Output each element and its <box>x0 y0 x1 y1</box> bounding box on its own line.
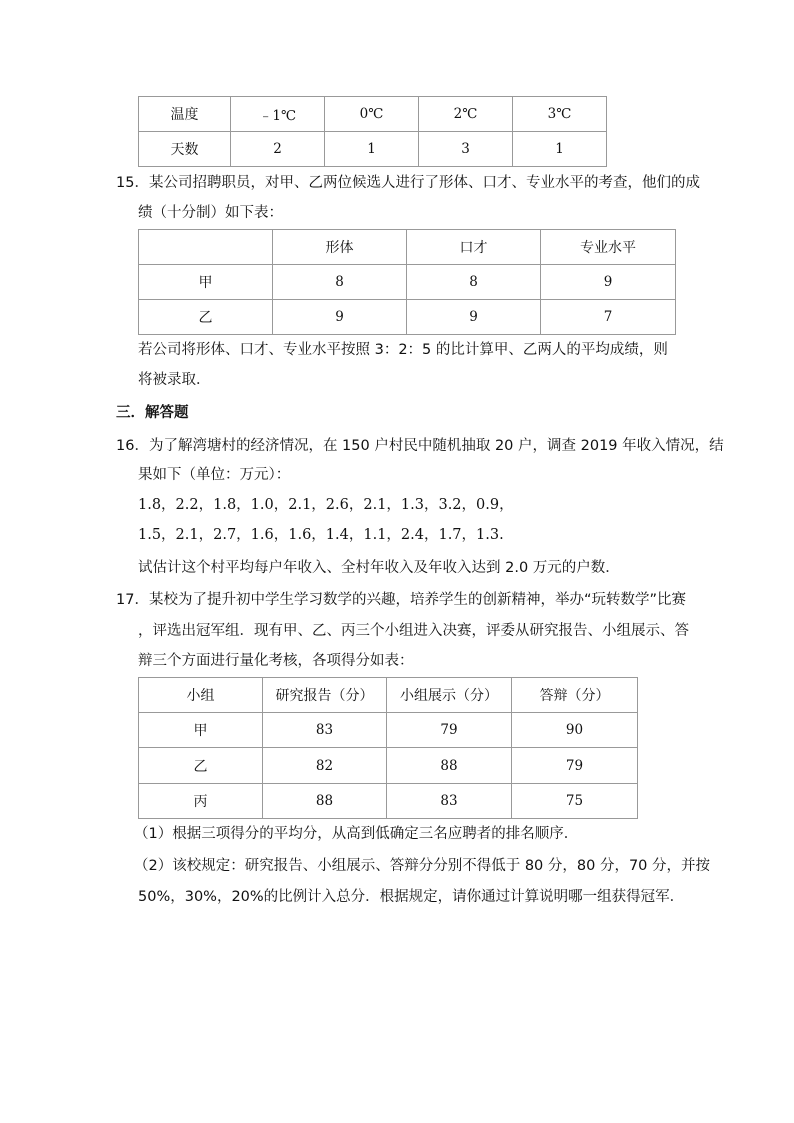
table-header-cell: 小组 <box>139 678 263 713</box>
table-header-cell: 形体 <box>273 230 407 265</box>
table-row <box>139 230 676 265</box>
q15-text-line-3: 若公司将形体、口才、专业水平按照 3：2：5 的比计算甲、乙两人的平均成绩，则 <box>138 342 668 358</box>
table-row <box>139 678 638 713</box>
temperature-table <box>138 96 607 167</box>
table-cell: 8 <box>273 265 407 300</box>
table-cell: 9 <box>407 300 541 335</box>
table-cell: 2 <box>231 132 325 167</box>
group-score-table <box>138 677 638 819</box>
table-cell: ﹣1℃ <box>231 97 325 132</box>
q16-text-line-2: 果如下（单位：万元）： <box>138 467 291 483</box>
table-row <box>139 97 607 132</box>
q16-data-line-1: 1.8，2.2，1.8，1.0，2.1，2.6，2.1，1.3，3.2，0.9， <box>138 497 514 513</box>
table-cell: 8 <box>407 265 541 300</box>
table-cell: 82 <box>263 748 387 784</box>
q17-text-line-2: ，评选出冠军组．现有甲、乙、丙三个小组进入决赛，评委从研究报告、小组展示、答 <box>138 623 689 639</box>
table-cell: 9 <box>273 300 407 335</box>
table-row <box>139 300 676 335</box>
table-cell: 79 <box>387 713 512 748</box>
q17-subquestion-2-line-1: （2）该校规定：研究报告、小组展示、答辩分分别不得低于 80 分，80 分，70 分，并按 <box>134 858 711 874</box>
q17-text-line-1: 17．某校为了提升初中学生学习数学的兴趣，培养学生的创新精神，举办“玩转数学”比赛 <box>116 592 686 608</box>
candidate-score-table <box>138 229 676 335</box>
table-cell: 1 <box>325 132 419 167</box>
table-header-cell: 小组展示（分） <box>387 678 512 713</box>
table-cell: 乙 <box>139 300 273 335</box>
q17-text-line-3: 辩三个方面进行量化考核，各项得分如表： <box>138 653 414 669</box>
q17-subquestion-1: （1）根据三项得分的平均分，从高到低确定三名应聘者的排名顺序． <box>134 826 579 842</box>
table-cell <box>139 230 273 265</box>
table-header-cell: 研究报告（分） <box>263 678 387 713</box>
table-cell: 79 <box>512 748 638 784</box>
table-cell: 1 <box>513 132 607 167</box>
table-cell: 丙 <box>139 784 263 819</box>
table-header-cell: 专业水平 <box>541 230 676 265</box>
table-row <box>139 784 638 819</box>
table-cell: 0℃ <box>325 97 419 132</box>
q16-text-line-1: 16．为了解湾塘村的经济情况，在 150 户村民中随机抽取 20 户，调查 2019 年收入情况，结 <box>116 438 724 454</box>
q15-text-line-2: 绩（十分制）如下表： <box>138 205 283 221</box>
table-cell: 83 <box>387 784 512 819</box>
table-row <box>139 748 638 784</box>
table-row <box>139 713 638 748</box>
table-row <box>139 265 676 300</box>
q15-text-line-1: 15．某公司招聘职员，对甲、乙两位候选人进行了形体、口才、专业水平的考查，他们的成 <box>116 175 700 191</box>
table-cell: 3 <box>419 132 513 167</box>
table-cell: 88 <box>387 748 512 784</box>
table-cell: 3℃ <box>513 97 607 132</box>
section-heading: 三．解答题 <box>116 405 189 421</box>
table-header-cell: 答辩（分） <box>512 678 638 713</box>
table-cell: 7 <box>541 300 676 335</box>
q17-subquestion-2-line-2: 50%，30%，20%的比例计入总分．根据规定，请你通过计算说明哪一组获得冠军． <box>138 889 685 905</box>
table-header-cell: 口才 <box>407 230 541 265</box>
table-cell: 甲 <box>139 713 263 748</box>
table-cell: 83 <box>263 713 387 748</box>
table-cell: 温度 <box>139 97 231 132</box>
table-cell: 9 <box>541 265 676 300</box>
q16-data-line-2: 1.5，2.1，2.7，1.6，1.6，1.4，1.1，2.4，1.7，1.3. <box>138 527 504 543</box>
table-row <box>139 132 607 167</box>
q16-question: 试估计这个村平均每户年收入、全村年收入及年收入达到 2.0 万元的户数． <box>138 560 620 576</box>
table-cell: 88 <box>263 784 387 819</box>
q15-text-line-4: 将被录取． <box>138 372 211 388</box>
table-cell: 甲 <box>139 265 273 300</box>
table-cell: 乙 <box>139 748 263 784</box>
table-cell: 75 <box>512 784 638 819</box>
table-cell: 天数 <box>139 132 231 167</box>
table-cell: 90 <box>512 713 638 748</box>
table-cell: 2℃ <box>419 97 513 132</box>
